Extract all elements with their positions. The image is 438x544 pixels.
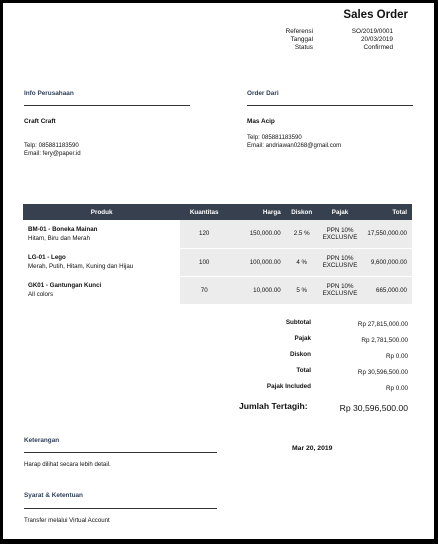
header-total: Total — [362, 204, 412, 220]
tax-total-label: Pajak — [294, 335, 311, 342]
terms-heading: Syarat & Ketentuan — [24, 492, 83, 499]
meta-status-value: Confirmed — [363, 44, 393, 51]
table-row — [23, 276, 412, 304]
customer-heading: Order Dari — [247, 90, 279, 97]
price-cell: 100,000.00 — [228, 248, 286, 276]
items-table — [23, 204, 412, 305]
price-cell: 150,000.00 — [228, 220, 286, 248]
customer-phone: Telp: 085881183590 — [247, 134, 302, 141]
notes-heading: Keterangan — [24, 437, 60, 444]
tax-name: PPN 10% — [326, 255, 354, 262]
table-row — [23, 248, 412, 276]
company-heading: Info Perusahaan — [24, 90, 74, 97]
quantity-cell: 120 — [180, 220, 228, 248]
amount-due-value: Rp 30,596,500.00 — [339, 403, 408, 413]
total-cell: 9,600,000.00 — [362, 248, 412, 276]
meta-reference — [253, 28, 393, 36]
meta-date-label: Tanggal — [290, 36, 313, 43]
discount-total-value: Rp 0.00 — [385, 353, 408, 360]
product-cell — [23, 220, 180, 248]
meta-status-label: Status — [294, 44, 313, 51]
product-description: All colors — [28, 291, 54, 298]
tax-cell — [318, 220, 363, 248]
subtotal-value: Rp 27,815,000.00 — [357, 321, 408, 328]
table-row — [23, 220, 412, 248]
discount-cell: 4 % — [286, 248, 318, 276]
product-name: BM-01 - Boneka Mainan — [28, 225, 98, 233]
subtotal-label: Subtotal — [285, 319, 311, 326]
customer-divider — [247, 105, 413, 106]
header-product: Produk — [23, 204, 180, 220]
product-name: LG-01 - Lego — [28, 254, 66, 261]
product-cell — [23, 248, 180, 276]
notes-text: Harap dilihat secara lebih detail. — [24, 461, 111, 468]
header-price: Harga — [228, 204, 286, 220]
tax-total-value: Rp 2,781,500.00 — [361, 337, 408, 344]
company-name: Craft Craft — [24, 118, 56, 125]
notes-divider — [24, 452, 217, 453]
header-discount: Diskon — [286, 204, 318, 220]
document-title: Sales Order — [343, 9, 408, 21]
tax-name: PPN 10% — [326, 226, 354, 234]
total-value: Rp 30,596,500.00 — [357, 369, 408, 376]
tax-included-label: Pajak Included — [266, 383, 311, 390]
tax-included-value: Rp 0.00 — [385, 385, 408, 392]
quantity-cell: 100 — [180, 248, 228, 276]
tax-type: EXCLUSIVE — [322, 262, 358, 269]
meta-date-value: 20/03/2019 — [361, 36, 393, 43]
sales-order-document — [3, 3, 434, 539]
price-cell: 10,000.00 — [228, 276, 286, 304]
product-cell — [23, 276, 180, 304]
product-description: Merah, Putih, Hitam, Kuning dan Hijau — [28, 263, 134, 270]
company-divider — [24, 105, 190, 106]
meta-reference-label: Referensi — [285, 28, 313, 35]
header-quantity: Kuantitas — [180, 204, 228, 220]
tax-cell — [318, 248, 363, 276]
total-label: Total — [296, 367, 311, 374]
table-header-row — [23, 204, 412, 220]
tax-name: PPN 10% — [326, 283, 354, 290]
discount-total-label: Diskon — [290, 351, 311, 358]
product-name: GK01 - Gantungan Kunci — [28, 282, 102, 289]
product-description: Hitam, Biru dan Merah — [28, 234, 90, 242]
tax-type: EXCLUSIVE — [322, 233, 358, 241]
total-cell: 17,550,000.00 — [362, 220, 412, 248]
company-phone: Telp: 085881183590 — [24, 142, 79, 149]
meta-reference-value: SO/2019/0001 — [351, 28, 393, 35]
discount-cell: 5 % — [286, 276, 318, 304]
tax-cell — [318, 276, 363, 304]
customer-email: Email: andriawan0268@gmail.com — [247, 142, 342, 149]
amount-due-label: Jumlah Tertagih: — [239, 401, 308, 411]
customer-name: Mas Acip — [247, 118, 275, 125]
meta-date — [253, 36, 393, 44]
total-cell: 665,000.00 — [362, 276, 412, 304]
quantity-cell: 70 — [180, 276, 228, 304]
company-email: Email: fery@paper.id — [24, 150, 81, 157]
terms-divider — [24, 508, 217, 509]
signature-date: Mar 20, 2019 — [292, 445, 333, 452]
header-tax: Pajak — [318, 204, 363, 220]
discount-cell: 2.5 % — [286, 220, 318, 248]
meta-status — [253, 44, 393, 52]
tax-type: EXCLUSIVE — [322, 290, 358, 297]
terms-text: Transfer melalui Virtual Account — [24, 517, 110, 524]
